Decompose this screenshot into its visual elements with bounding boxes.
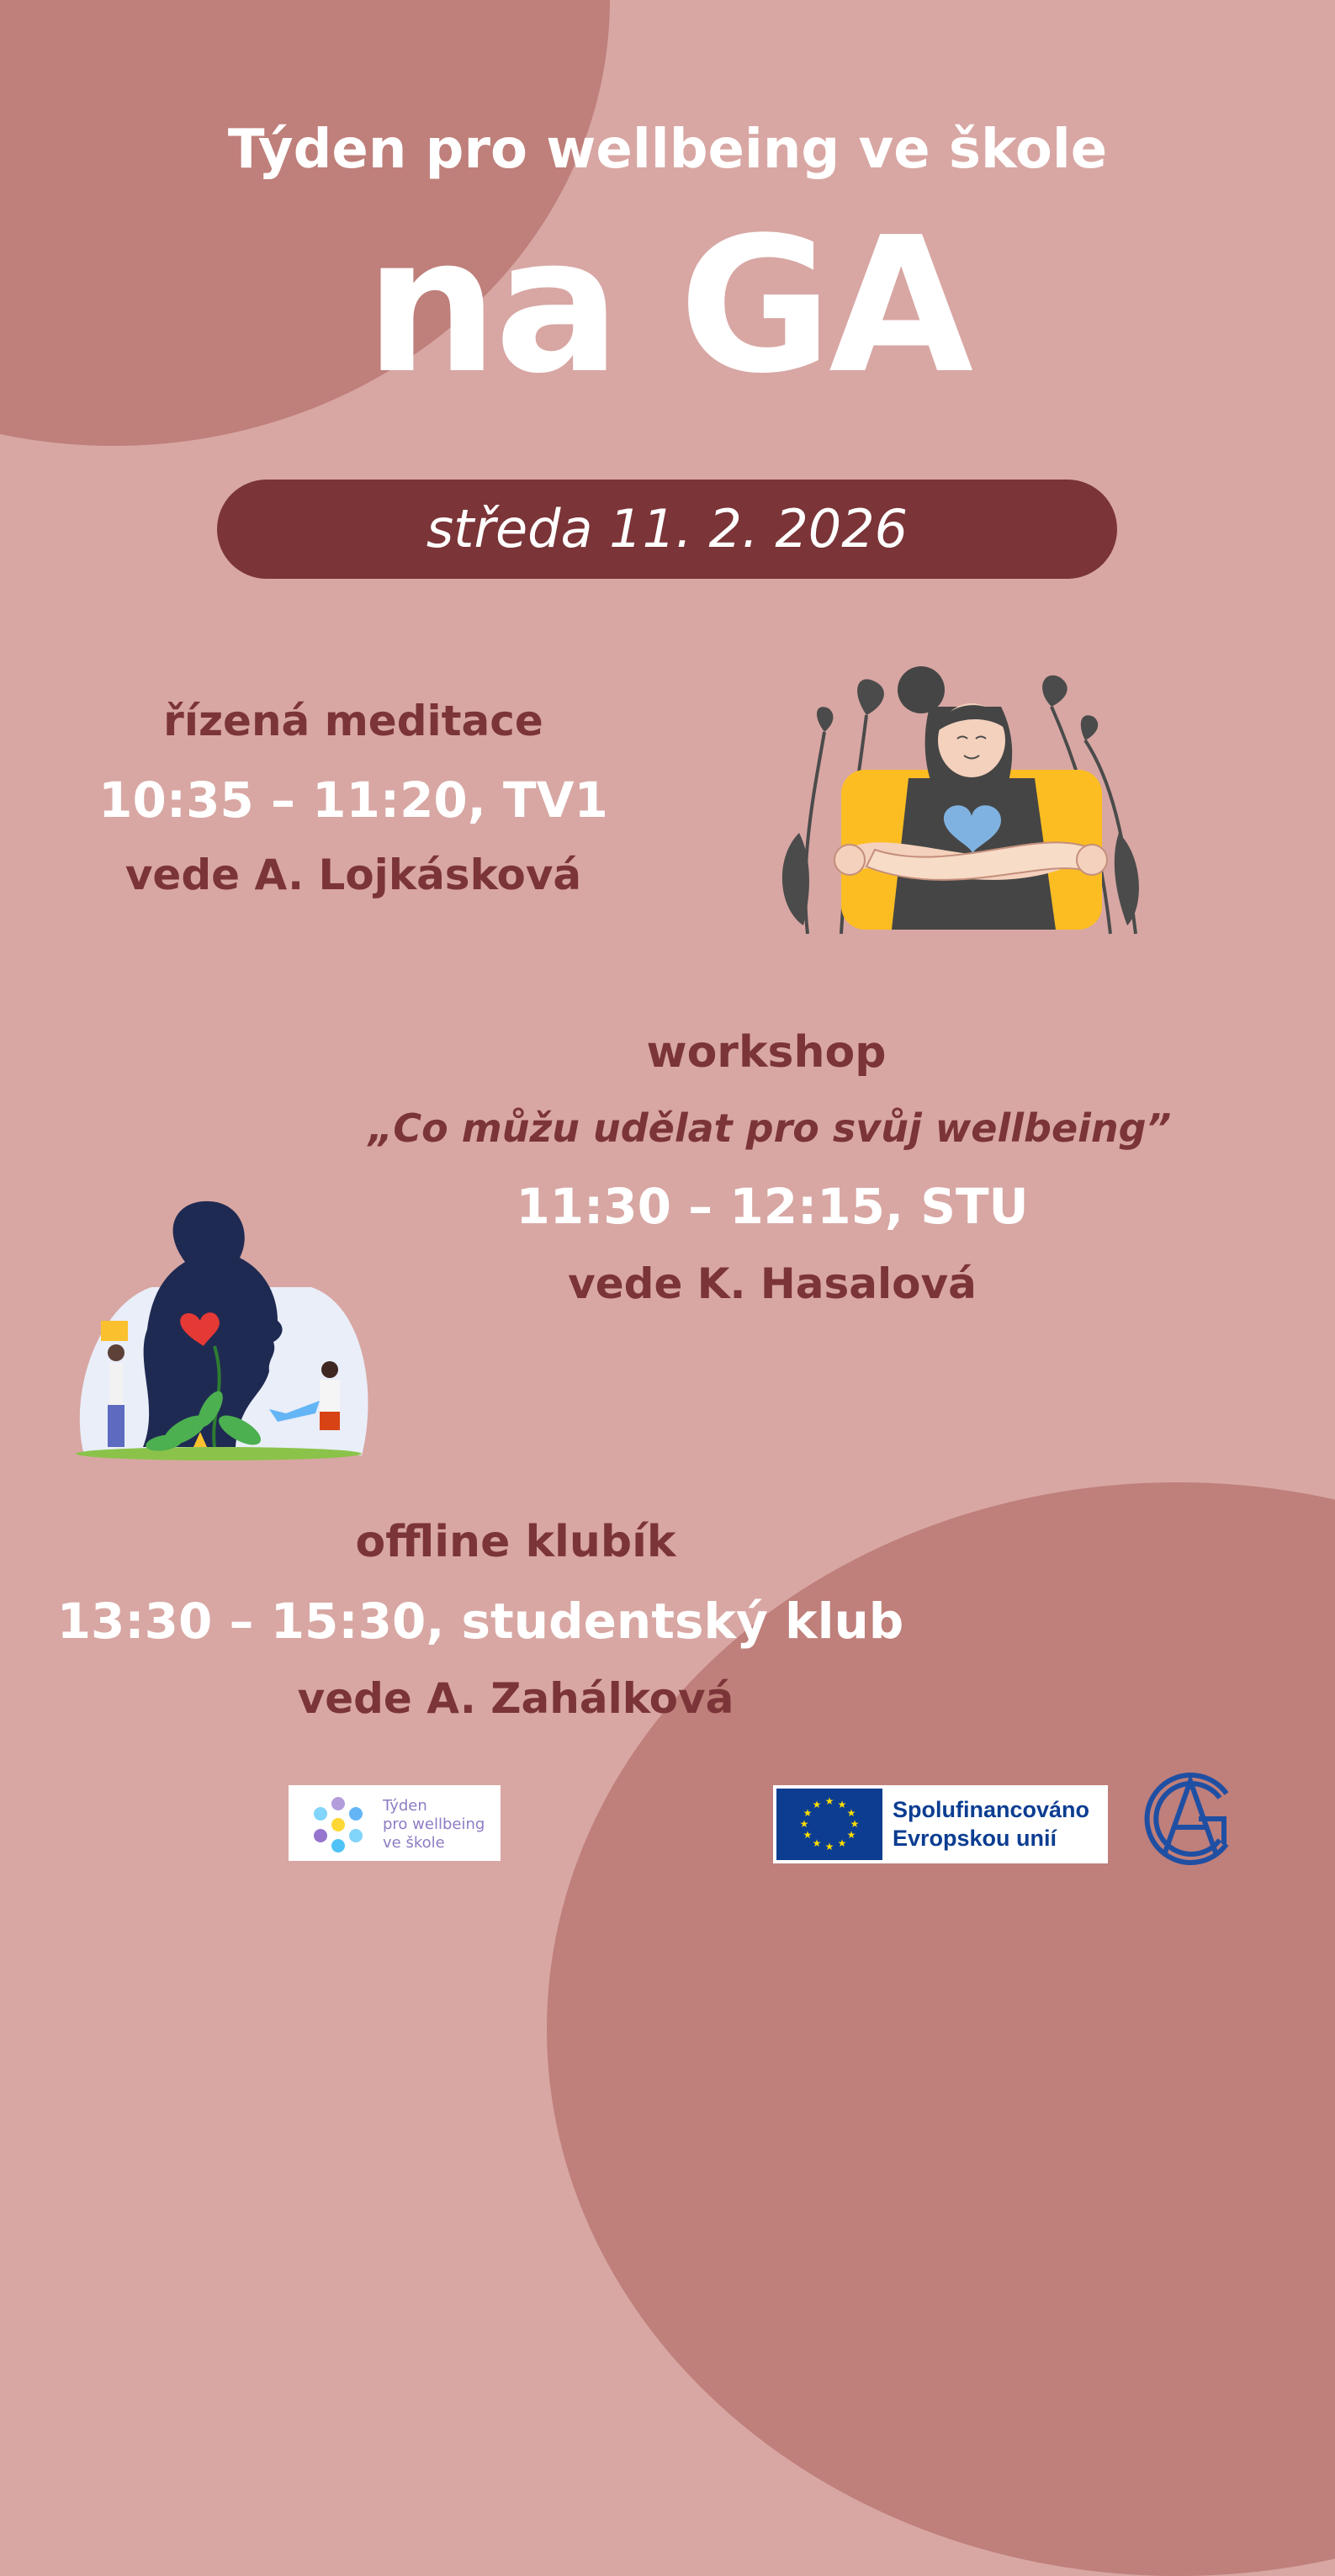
event1-time: 10:35 – 11:20, TV1: [98, 771, 608, 829]
eu-cofunding-logo: [773, 1785, 1108, 1863]
svg-text:★: ★: [824, 1841, 834, 1852]
svg-text:★: ★: [846, 1807, 856, 1819]
svg-text:★: ★: [837, 1837, 847, 1849]
date-text: středa 11. 2. 2026: [426, 498, 909, 559]
svg-text:★: ★: [824, 1795, 834, 1807]
dots-logo-icon: [309, 1795, 368, 1854]
event2-lead: vede K. Hasalová: [568, 1259, 977, 1308]
poster-title: na GA: [364, 198, 971, 415]
eu-text-line-2: Evropskou unií: [893, 1826, 1057, 1851]
event3-name: offline klubík: [355, 1517, 676, 1567]
wellbeing-week-logo: [289, 1785, 501, 1861]
date-banner: [217, 480, 1117, 579]
event1-lead: vede A. Lojkásková: [124, 851, 582, 899]
event2-subtitle: „Co můžu udělat pro svůj wellbeing”: [368, 1105, 1172, 1151]
self-hug-illustration: [766, 656, 1161, 942]
school-monogram-logo: [1140, 1768, 1239, 1868]
svg-text:★: ★: [846, 1829, 856, 1841]
event2-name: workshop: [646, 1027, 887, 1078]
event3-lead: vede A. Zahálková: [297, 1674, 734, 1723]
svg-text:★: ★: [850, 1818, 860, 1830]
event1-name: řízená meditace: [163, 697, 543, 745]
event2-time: 11:30 – 12:15, STU: [516, 1178, 1029, 1235]
eu-text-line-1: Spolufinancováno: [893, 1797, 1090, 1822]
logo-line-3: ve škole: [383, 1834, 445, 1852]
event3-time: 13:30 – 15:30, studentský klub: [56, 1593, 904, 1650]
svg-text:★: ★: [837, 1799, 847, 1810]
svg-text:★: ★: [812, 1799, 822, 1810]
svg-text:★: ★: [812, 1837, 822, 1849]
svg-text:★: ★: [803, 1807, 813, 1819]
poster-subtitle: Týden pro wellbeing ve škole: [227, 119, 1108, 181]
logo-line-2: pro wellbeing: [383, 1815, 485, 1833]
eu-flag-icon: [776, 1789, 882, 1860]
logo-line-1: Týden: [383, 1797, 427, 1815]
svg-text:★: ★: [799, 1818, 809, 1830]
self-care-illustration: [67, 1195, 379, 1464]
svg-text:★: ★: [803, 1829, 813, 1841]
